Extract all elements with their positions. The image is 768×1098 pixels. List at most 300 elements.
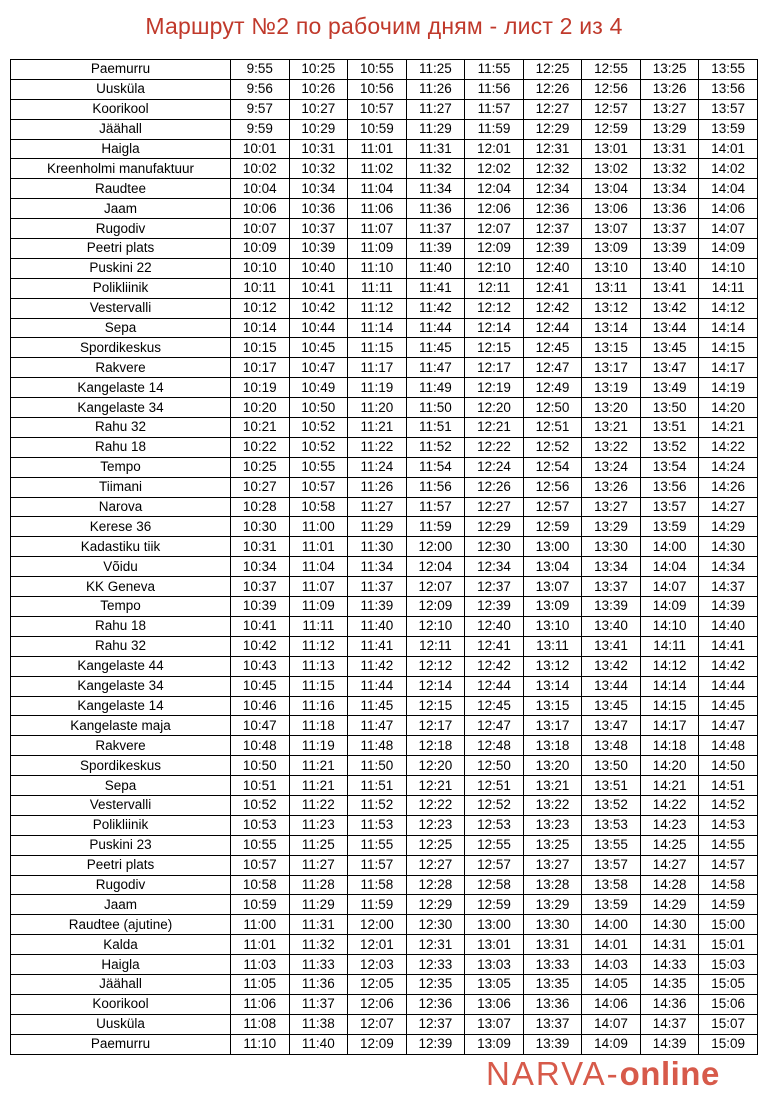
departure-time: 10:32 — [289, 159, 348, 179]
departure-time: 13:34 — [582, 557, 641, 577]
departure-time: 12:47 — [523, 358, 582, 378]
departure-time: 11:00 — [231, 915, 290, 935]
table-row — [11, 258, 758, 278]
departure-time: 11:59 — [465, 119, 524, 139]
departure-time: 12:30 — [406, 915, 465, 935]
departure-time: 12:11 — [406, 636, 465, 656]
departure-time: 13:41 — [640, 278, 699, 298]
departure-time: 11:18 — [289, 716, 348, 736]
departure-time: 12:04 — [406, 557, 465, 577]
departure-time: 11:41 — [406, 278, 465, 298]
departure-time: 12:27 — [465, 497, 524, 517]
departure-time: 10:11 — [231, 278, 290, 298]
departure-time: 12:26 — [465, 477, 524, 497]
stop-name: Polikliinik — [11, 278, 231, 298]
departure-time: 12:21 — [406, 776, 465, 796]
departure-time: 12:09 — [465, 239, 524, 259]
departure-time: 11:44 — [348, 676, 407, 696]
departure-time: 12:51 — [465, 776, 524, 796]
departure-time: 14:39 — [640, 1034, 699, 1054]
table-row — [11, 159, 758, 179]
departure-time: 13:36 — [640, 199, 699, 219]
stop-name: Puskini 22 — [11, 258, 231, 278]
departure-time: 11:56 — [465, 79, 524, 99]
departure-time: 11:45 — [406, 338, 465, 358]
table-row — [11, 776, 758, 796]
departure-time: 12:50 — [465, 756, 524, 776]
departure-time: 11:56 — [406, 477, 465, 497]
departure-time: 14:10 — [699, 258, 758, 278]
departure-time: 13:40 — [582, 616, 641, 636]
departure-time: 11:59 — [406, 517, 465, 537]
departure-time: 11:17 — [348, 358, 407, 378]
departure-time: 13:52 — [582, 795, 641, 815]
stop-name: Kangelaste 44 — [11, 656, 231, 676]
departure-time: 10:42 — [231, 636, 290, 656]
table-row — [11, 895, 758, 915]
departure-time: 15:07 — [699, 1014, 758, 1034]
departure-time: 10:26 — [289, 79, 348, 99]
departure-time: 10:31 — [289, 139, 348, 159]
table-row — [11, 676, 758, 696]
departure-time: 13:55 — [699, 60, 758, 80]
departure-time: 12:37 — [406, 1014, 465, 1034]
departure-time: 11:24 — [348, 457, 407, 477]
departure-time: 11:37 — [348, 577, 407, 597]
departure-time: 12:07 — [348, 1014, 407, 1034]
stop-name: Paemurru — [11, 1034, 231, 1054]
departure-time: 14:04 — [699, 179, 758, 199]
departure-time: 13:26 — [640, 79, 699, 99]
departure-time: 14:22 — [699, 437, 758, 457]
departure-time: 14:20 — [640, 756, 699, 776]
departure-time: 14:09 — [582, 1034, 641, 1054]
departure-time: 12:57 — [582, 99, 641, 119]
departure-time: 9:57 — [231, 99, 290, 119]
departure-time: 10:19 — [231, 378, 290, 398]
departure-time: 10:17 — [231, 358, 290, 378]
brand-logo — [486, 1054, 720, 1094]
departure-time: 14:02 — [699, 159, 758, 179]
departure-time: 13:35 — [523, 974, 582, 994]
departure-time: 11:32 — [289, 935, 348, 955]
table-row — [11, 179, 758, 199]
stop-name: Kangelaste 34 — [11, 398, 231, 418]
table-row — [11, 537, 758, 557]
departure-time: 14:47 — [699, 716, 758, 736]
departure-time: 10:52 — [231, 795, 290, 815]
departure-time: 11:30 — [348, 537, 407, 557]
departure-time: 11:10 — [348, 258, 407, 278]
departure-time: 14:01 — [699, 139, 758, 159]
departure-time: 11:07 — [348, 219, 407, 239]
table-row — [11, 219, 758, 239]
stop-name: KK Geneva — [11, 577, 231, 597]
departure-time: 11:48 — [348, 736, 407, 756]
table-row — [11, 378, 758, 398]
stop-name: Raudtee (ajutine) — [11, 915, 231, 935]
departure-time: 12:52 — [523, 437, 582, 457]
departure-time: 13:00 — [523, 537, 582, 557]
departure-time: 10:55 — [231, 835, 290, 855]
departure-time: 13:07 — [523, 577, 582, 597]
departure-time: 13:10 — [523, 616, 582, 636]
stop-name: Rakvere — [11, 358, 231, 378]
departure-time: 10:59 — [231, 895, 290, 915]
departure-time: 14:29 — [640, 895, 699, 915]
departure-time: 12:09 — [406, 597, 465, 617]
departure-time: 13:27 — [523, 855, 582, 875]
departure-time: 13:31 — [640, 139, 699, 159]
departure-time: 14:03 — [582, 955, 641, 975]
table-row — [11, 139, 758, 159]
departure-time: 12:56 — [582, 79, 641, 99]
departure-time: 12:40 — [465, 616, 524, 636]
departure-time: 12:29 — [523, 119, 582, 139]
departure-time: 11:57 — [465, 99, 524, 119]
departure-time: 14:22 — [640, 795, 699, 815]
departure-time: 11:19 — [348, 378, 407, 398]
departure-time: 13:12 — [582, 298, 641, 318]
departure-time: 10:47 — [231, 716, 290, 736]
stop-name: Tempo — [11, 597, 231, 617]
departure-time: 14:35 — [640, 974, 699, 994]
departure-time: 12:10 — [406, 616, 465, 636]
table-row — [11, 756, 758, 776]
table-row — [11, 60, 758, 80]
departure-time: 14:44 — [699, 676, 758, 696]
stop-name: Tempo — [11, 457, 231, 477]
departure-time: 14:15 — [699, 338, 758, 358]
departure-time: 11:57 — [406, 497, 465, 517]
stop-name: Koorikool — [11, 99, 231, 119]
departure-time: 13:41 — [582, 636, 641, 656]
table-row — [11, 298, 758, 318]
departure-time: 12:15 — [406, 696, 465, 716]
departure-time: 10:27 — [231, 477, 290, 497]
stop-name: Vestervalli — [11, 298, 231, 318]
table-row — [11, 974, 758, 994]
departure-time: 11:15 — [289, 676, 348, 696]
departure-time: 12:42 — [523, 298, 582, 318]
departure-time: 10:55 — [289, 457, 348, 477]
departure-time: 11:25 — [406, 60, 465, 80]
departure-time: 13:10 — [582, 258, 641, 278]
departure-time: 13:30 — [523, 915, 582, 935]
departure-time: 13:20 — [582, 398, 641, 418]
departure-time: 12:02 — [465, 159, 524, 179]
departure-time: 13:45 — [582, 696, 641, 716]
departure-time: 10:58 — [289, 497, 348, 517]
departure-time: 12:31 — [523, 139, 582, 159]
departure-time: 14:04 — [640, 557, 699, 577]
departure-time: 10:06 — [231, 199, 290, 219]
departure-time: 12:42 — [465, 656, 524, 676]
departure-time: 12:25 — [406, 835, 465, 855]
departure-time: 14:48 — [699, 736, 758, 756]
departure-time: 12:04 — [465, 179, 524, 199]
departure-time: 12:57 — [523, 497, 582, 517]
departure-time: 13:36 — [523, 994, 582, 1014]
departure-time: 11:55 — [465, 60, 524, 80]
departure-time: 13:39 — [582, 597, 641, 617]
departure-time: 13:25 — [523, 835, 582, 855]
departure-time: 11:28 — [289, 875, 348, 895]
departure-time: 12:40 — [523, 258, 582, 278]
departure-time: 14:18 — [640, 736, 699, 756]
departure-time: 13:57 — [582, 855, 641, 875]
departure-time: 14:53 — [699, 815, 758, 835]
departure-time: 10:50 — [231, 756, 290, 776]
departure-time: 11:34 — [348, 557, 407, 577]
stop-name: Kangelaste maja — [11, 716, 231, 736]
departure-time: 11:10 — [231, 1034, 290, 1054]
departure-time: 11:23 — [289, 815, 348, 835]
departure-time: 13:59 — [582, 895, 641, 915]
departure-time: 13:18 — [523, 736, 582, 756]
departure-time: 11:04 — [289, 557, 348, 577]
departure-time: 13:32 — [640, 159, 699, 179]
departure-time: 14:37 — [640, 1014, 699, 1034]
departure-time: 14:41 — [699, 636, 758, 656]
table-row — [11, 398, 758, 418]
departure-time: 11:49 — [406, 378, 465, 398]
departure-time: 13:51 — [582, 776, 641, 796]
departure-time: 12:37 — [465, 577, 524, 597]
departure-time: 14:12 — [699, 298, 758, 318]
departure-time: 12:20 — [465, 398, 524, 418]
departure-time: 12:49 — [523, 378, 582, 398]
departure-time: 13:51 — [640, 418, 699, 438]
departure-time: 13:02 — [582, 159, 641, 179]
departure-time: 13:11 — [582, 278, 641, 298]
departure-time: 12:18 — [406, 736, 465, 756]
departure-time: 12:11 — [465, 278, 524, 298]
table-row — [11, 457, 758, 477]
departure-time: 14:21 — [640, 776, 699, 796]
departure-time: 12:10 — [465, 258, 524, 278]
departure-time: 10:58 — [231, 875, 290, 895]
departure-time: 9:59 — [231, 119, 290, 139]
departure-time: 14:06 — [582, 994, 641, 1014]
departure-time: 13:47 — [582, 716, 641, 736]
schedule-table — [10, 59, 758, 1055]
departure-time: 11:01 — [231, 935, 290, 955]
departure-time: 10:34 — [289, 179, 348, 199]
departure-time: 12:47 — [465, 716, 524, 736]
departure-time: 13:52 — [640, 437, 699, 457]
stop-name: Jäähall — [11, 119, 231, 139]
stop-name: Puskini 23 — [11, 835, 231, 855]
departure-time: 11:31 — [289, 915, 348, 935]
departure-time: 13:25 — [640, 60, 699, 80]
departure-time: 12:19 — [465, 378, 524, 398]
table-row — [11, 99, 758, 119]
stop-name: Rahu 32 — [11, 418, 231, 438]
departure-time: 12:22 — [465, 437, 524, 457]
stop-name: Sepa — [11, 776, 231, 796]
departure-time: 14:33 — [640, 955, 699, 975]
departure-time: 13:23 — [523, 815, 582, 835]
departure-time: 12:45 — [465, 696, 524, 716]
stop-name: Spordikeskus — [11, 756, 231, 776]
departure-time: 11:50 — [348, 756, 407, 776]
stop-name: Koorikool — [11, 994, 231, 1014]
departure-time: 10:47 — [289, 358, 348, 378]
departure-time: 14:15 — [640, 696, 699, 716]
departure-time: 14:07 — [699, 219, 758, 239]
table-row — [11, 597, 758, 617]
departure-time: 14:14 — [699, 318, 758, 338]
departure-time: 13:40 — [640, 258, 699, 278]
departure-time: 10:52 — [289, 418, 348, 438]
departure-time: 10:25 — [289, 60, 348, 80]
departure-time: 13:26 — [582, 477, 641, 497]
departure-time: 14:00 — [640, 537, 699, 557]
departure-time: 11:39 — [348, 597, 407, 617]
departure-time: 11:36 — [289, 974, 348, 994]
table-row — [11, 736, 758, 756]
departure-time: 11:29 — [348, 517, 407, 537]
stop-name: Polikliinik — [11, 815, 231, 835]
departure-time: 12:29 — [465, 517, 524, 537]
departure-time: 11:06 — [231, 994, 290, 1014]
departure-time: 14:11 — [699, 278, 758, 298]
departure-time: 13:37 — [640, 219, 699, 239]
departure-time: 11:13 — [289, 656, 348, 676]
departure-time: 12:36 — [406, 994, 465, 1014]
departure-time: 13:24 — [582, 457, 641, 477]
departure-time: 11:09 — [348, 239, 407, 259]
table-row — [11, 477, 758, 497]
departure-time: 14:20 — [699, 398, 758, 418]
departure-time: 12:26 — [523, 79, 582, 99]
departure-time: 10:55 — [348, 60, 407, 80]
departure-time: 11:11 — [289, 616, 348, 636]
departure-time: 11:36 — [406, 199, 465, 219]
departure-time: 14:14 — [640, 676, 699, 696]
departure-time: 11:40 — [348, 616, 407, 636]
departure-time: 10:14 — [231, 318, 290, 338]
departure-time: 11:40 — [289, 1034, 348, 1054]
stop-name: Jäähall — [11, 974, 231, 994]
table-row — [11, 875, 758, 895]
departure-time: 11:22 — [289, 795, 348, 815]
table-row — [11, 636, 758, 656]
stop-name: Paemurru — [11, 60, 231, 80]
departure-time: 15:05 — [699, 974, 758, 994]
departure-time: 12:44 — [523, 318, 582, 338]
departure-time: 13:37 — [582, 577, 641, 597]
table-row — [11, 716, 758, 736]
table-row — [11, 696, 758, 716]
departure-time: 11:07 — [289, 577, 348, 597]
stop-name: Rahu 18 — [11, 437, 231, 457]
departure-time: 10:48 — [231, 736, 290, 756]
departure-time: 15:00 — [699, 915, 758, 935]
table-row — [11, 199, 758, 219]
departure-time: 13:30 — [582, 537, 641, 557]
departure-time: 12:14 — [406, 676, 465, 696]
stop-name: Kalda — [11, 935, 231, 955]
departure-time: 11:52 — [348, 795, 407, 815]
stop-name: Tiimani — [11, 477, 231, 497]
departure-time: 12:39 — [465, 597, 524, 617]
departure-time: 10:37 — [231, 577, 290, 597]
departure-time: 10:59 — [348, 119, 407, 139]
departure-time: 12:28 — [406, 875, 465, 895]
stop-name: Rugodiv — [11, 219, 231, 239]
stop-name: Peetri plats — [11, 239, 231, 259]
departure-time: 10:12 — [231, 298, 290, 318]
departure-time: 14:05 — [582, 974, 641, 994]
departure-time: 13:28 — [523, 875, 582, 895]
departure-time: 12:35 — [406, 974, 465, 994]
departure-time: 13:59 — [699, 119, 758, 139]
departure-time: 12:12 — [406, 656, 465, 676]
table-row — [11, 795, 758, 815]
departure-time: 14:17 — [640, 716, 699, 736]
departure-time: 10:52 — [289, 437, 348, 457]
stop-name: Rahu 32 — [11, 636, 231, 656]
table-row — [11, 239, 758, 259]
departure-time: 10:43 — [231, 656, 290, 676]
stop-name: Kreenholmi manufaktuur — [11, 159, 231, 179]
departure-time: 11:38 — [289, 1014, 348, 1034]
departure-time: 10:51 — [231, 776, 290, 796]
table-row — [11, 338, 758, 358]
departure-time: 14:12 — [640, 656, 699, 676]
stop-name: Jaam — [11, 199, 231, 219]
departure-time: 10:28 — [231, 497, 290, 517]
departure-time: 13:01 — [465, 935, 524, 955]
departure-time: 15:06 — [699, 994, 758, 1014]
table-row — [11, 616, 758, 636]
departure-time: 10:21 — [231, 418, 290, 438]
table-row — [11, 517, 758, 537]
departure-time: 11:58 — [348, 875, 407, 895]
stop-name: Võidu — [11, 557, 231, 577]
departure-time: 14:34 — [699, 557, 758, 577]
departure-time: 12:56 — [523, 477, 582, 497]
departure-time: 11:42 — [348, 656, 407, 676]
departure-time: 13:59 — [640, 517, 699, 537]
departure-time: 10:02 — [231, 159, 290, 179]
table-row — [11, 577, 758, 597]
stop-name: Kangelaste 14 — [11, 378, 231, 398]
departure-time: 14:29 — [699, 517, 758, 537]
departure-time: 11:00 — [289, 517, 348, 537]
departure-time: 14:07 — [582, 1014, 641, 1034]
departure-time: 11:21 — [289, 756, 348, 776]
departure-time: 12:00 — [406, 537, 465, 557]
departure-time: 11:04 — [348, 179, 407, 199]
departure-time: 12:12 — [465, 298, 524, 318]
departure-time: 10:15 — [231, 338, 290, 358]
departure-time: 13:11 — [523, 636, 582, 656]
departure-time: 13:55 — [582, 835, 641, 855]
departure-time: 12:25 — [523, 60, 582, 80]
departure-time: 11:54 — [406, 457, 465, 477]
departure-time: 14:09 — [640, 597, 699, 617]
table-row — [11, 935, 758, 955]
departure-time: 13:27 — [640, 99, 699, 119]
departure-time: 13:34 — [640, 179, 699, 199]
departure-time: 13:09 — [523, 597, 582, 617]
departure-time: 13:27 — [582, 497, 641, 517]
departure-time: 10:41 — [231, 616, 290, 636]
departure-time: 14:17 — [699, 358, 758, 378]
